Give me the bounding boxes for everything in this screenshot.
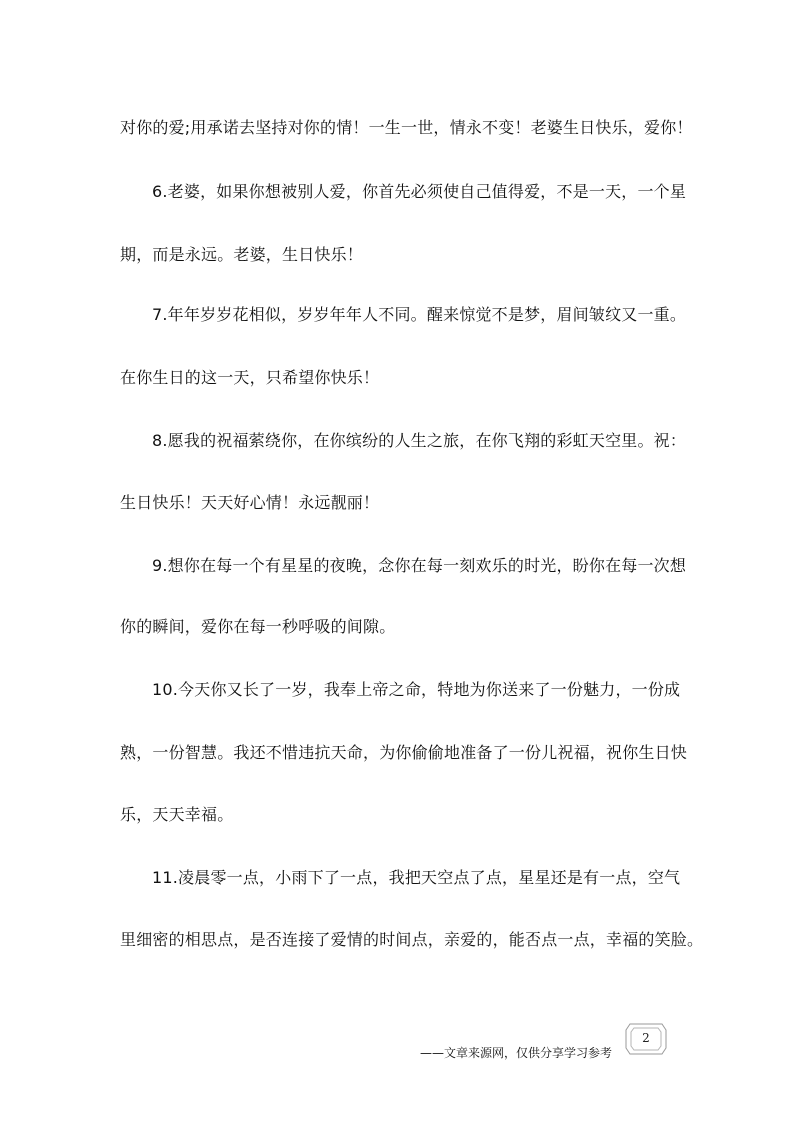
page-number: 2	[642, 1031, 650, 1045]
paragraph-line: 生日快乐！天天好心情！永远靓丽！	[120, 493, 380, 512]
paragraph-line: 6.老婆，如果你想被别人爱，你首先必须使自己值得爱，不是一天，一个星	[152, 182, 687, 201]
paragraph-line: 7.年年岁岁花相似，岁岁年年人不同。醒来惊觉不是梦，眉间皱纹又一重。	[152, 305, 687, 324]
paragraph-line: 里细密的相思点，是否连接了爱情的时间点，亲爱的，能否点一点，幸福的笑脸。	[120, 930, 704, 949]
paragraph-line: 8.愿我的祝福萦绕你，在你缤纷的人生之旅，在你飞翔的彩虹天空里。祝：	[152, 431, 687, 450]
paragraph-line: 11.凌晨零一点，小雨下了一点，我把天空点了点，星星还是有一点，空气	[152, 868, 681, 887]
paragraph-line: 期，而是永远。老婆，生日快乐！	[120, 245, 364, 264]
page-number-badge	[624, 1022, 668, 1056]
paragraph-line: 10.今天你又长了一岁，我奉上帝之命，特地为你送来了一份魅力，一份成	[152, 680, 681, 699]
paragraph-line: 对你的爱;用承诺去坚持对你的情！一生一世，情永不变！老婆生日快乐，爱你！	[120, 118, 693, 137]
paragraph-line: 熟，一份智慧。我还不惜违抗天命，为你偷偷地准备了一份儿祝福，祝你生日快	[120, 743, 688, 762]
paragraph-line: 你的瞬间，爱你在每一秒呼吸的间隙。	[120, 617, 396, 636]
paragraph-line: 在你生日的这一天，只希望你快乐！	[120, 368, 380, 387]
paragraph-line: 乐，天天幸福。	[120, 805, 234, 824]
paragraph-line: 9.想你在每一个有星星的夜晚，念你在每一刻欢乐的时光，盼你在每一次想	[152, 556, 687, 575]
footer-source-note: ——文章来源网，仅供分享学习参考	[420, 1046, 613, 1060]
